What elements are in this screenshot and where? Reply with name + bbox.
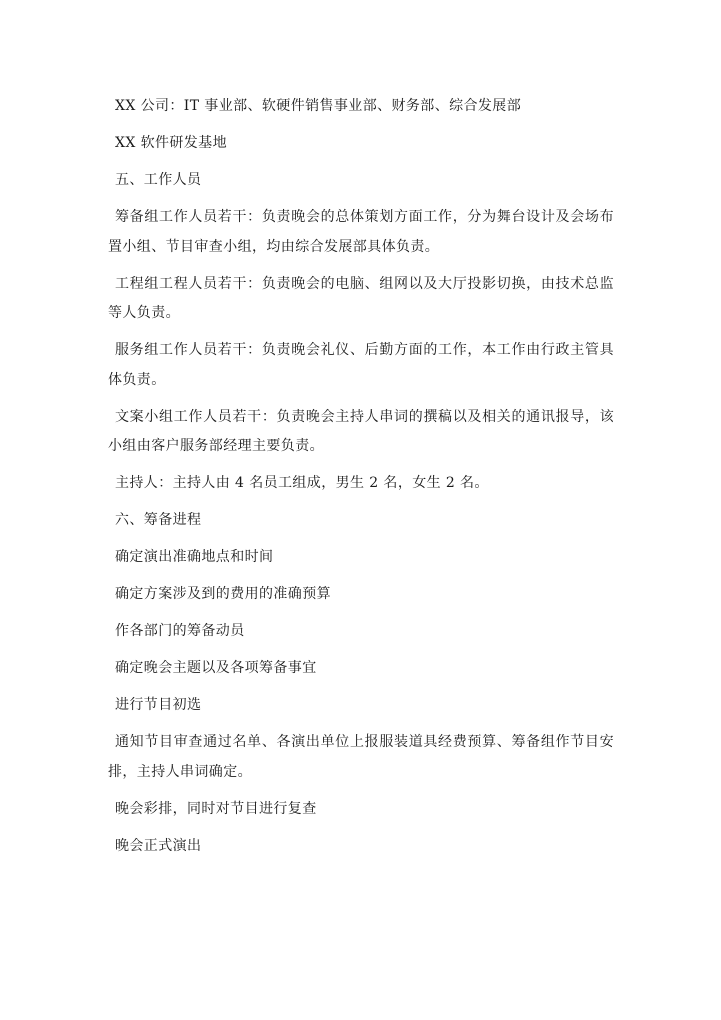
list-item-notification: 通知节目审查通过名单、各演出单位上报服装道具经费预算、筹备组作节目安排，主持人串词确定。 bbox=[108, 734, 614, 780]
paragraph-copywriting-group: 文案小组工作人员若干：负责晚会主持人串词的撰稿以及相关的通讯报导，该小组由客户服务部经理主要负责。 bbox=[108, 408, 614, 454]
list-item-mobilization: 作各部门的筹备动员 bbox=[115, 623, 245, 639]
list-item-budget: 确定方案涉及到的费用的准确预算 bbox=[115, 586, 331, 602]
paragraph-service-group: 服务组工作人员若干：负责晚会礼仪、后勤方面的工作，本工作由行政主管具体负责。 bbox=[108, 342, 614, 388]
list-item-preselection: 进行节目初选 bbox=[115, 697, 202, 713]
paragraph-hosts: 主持人：主持人由 4 名员工组成，男生 2 名，女生 2 名。 bbox=[115, 475, 489, 491]
paragraph-software-base: XX 软件研发基地 bbox=[115, 135, 227, 151]
list-item-theme: 确定晚会主题以及各项筹备事宜 bbox=[115, 660, 317, 676]
list-item-performance: 晚会正式演出 bbox=[115, 837, 202, 854]
paragraph-company-departments: XX 公司：IT 事业部、软硬件销售事业部、财务部、综合发展部 bbox=[115, 98, 522, 114]
document-body bbox=[108, 92, 614, 861]
list-item-rehearsal: 晚会彩排，同时对节目进行复查 bbox=[115, 800, 317, 817]
paragraph-engineering-group: 工程组工程人员若干：负责晚会的电脑、组网以及大厅投影切换，由技术总监等人负责。 bbox=[108, 275, 614, 321]
section-heading-staff: 五、工作人员 bbox=[115, 172, 202, 188]
section-heading-progress: 六、筹备进程 bbox=[115, 512, 202, 528]
paragraph-preparation-group: 筹备组工作人员若干：负责晚会的总体策划方面工作，分为舞台设计及会场布置小组、节目审查小组，均由综合发展部具体负责。 bbox=[108, 209, 614, 255]
list-item-venue-time: 确定演出准确地点和时间 bbox=[115, 549, 274, 565]
